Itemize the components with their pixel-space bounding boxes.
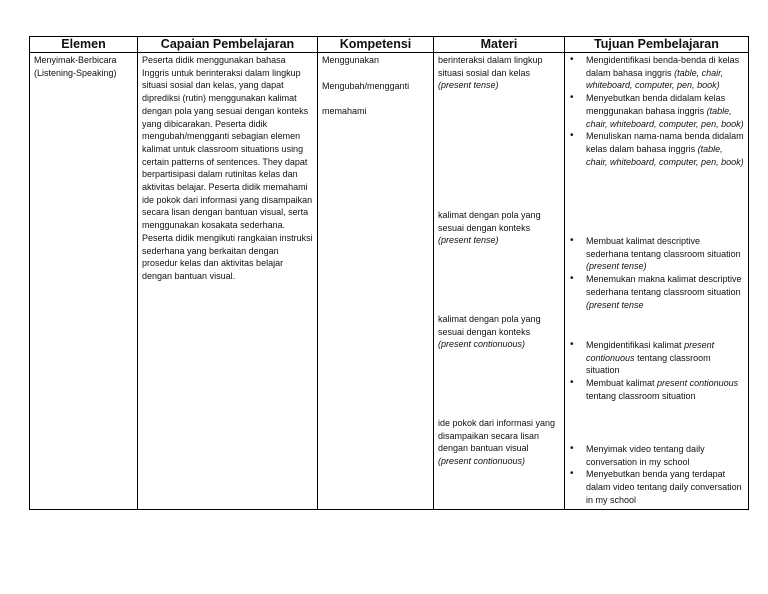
tujuan-group [569,235,744,339]
materi-block [438,313,560,417]
elemen-text: Menyimak-Berbicara (Listening-Speaking) [34,55,117,78]
materi-block [438,54,560,209]
tujuan-group [569,339,744,443]
tujuan-list [569,339,744,403]
tujuan-list [569,54,744,168]
cell-spacer [438,468,560,482]
kompetensi-item: Menggunakan [322,55,380,65]
materi-tense: (present tense) [438,235,499,246]
kompetensi-item: memahami [322,106,367,117]
table-row [30,53,749,510]
list-item: • Menuliskan nama-nama benda didalam kelas dalam bahasa inggris (table, chair, whiteboard, computer, pen, book) [569,130,744,168]
materi-text: berinteraksi dalam lingkup situasi sosial dan kelas [438,55,543,78]
list-item: • Menyebutkan benda didalam kelas menggunakan bahasa inggris (table, chair, whiteboard, computer, pen, book) [569,92,744,130]
list-item: • Mengidentifikasi benda-benda di kelas dalam bahasa inggris (table, chair, whiteboard, computer, pen, book) [569,54,744,92]
curriculum-table [29,36,749,510]
kompetensi-cell [318,53,434,510]
materi-tense: (present contionuous) [438,339,526,350]
list-item: • Mengidentifikasi kalimat present contionuous tentang classroom situation [569,339,744,377]
header-materi: Materi [434,37,565,53]
tujuan-group [569,443,744,507]
tujuan-list [569,443,744,507]
header-kompetensi: Kompetensi [318,37,434,53]
header-tujuan: Tujuan Pembelajaran [565,37,749,53]
header-capaian: Capaian Pembelajaran [138,37,318,53]
tujuan-list [569,235,744,311]
materi-block [438,209,560,313]
header-elemen: Elemen [30,37,138,53]
capaian-text: Peserta didik menggunakan bahasa Inggris untuk berinteraksi dalam lingkup situasi sosial dan kelas, yang dapat diprediksi (rutin) menggunakan kalimat dengan pola yang sesuai dengan konteks yang dibicarakan. Peserta didik mengubah/mengganti sebagian elemen kalimat untuk classroom situations using certain patterns of sentences. They dapat berpartisipasi dalam rutinitas kelas dan aktivitas belajar. Peserta didik memahami ide pokok dari informasi yang disampaikan secara lisan dengan bantuan visual, serta menggunakan kosakata sederhana. Peserta didik mengikuti rangkaian instruksi sederhana yang berkaitan dengan prosedur kelas dan aktivitas belajar dengan bantuan visual. [142,55,313,281]
materi-block [438,417,560,468]
capaian-cell [138,53,318,510]
tujuan-cell [565,53,749,510]
list-item: • Membuat kalimat descriptive sederhana tentang classroom situation (present tense) [569,235,744,273]
materi-text: ide pokok dari informasi yang disampaikan secara lisan dengan bantuan visual [438,418,556,454]
materi-text: kalimat dengan pola yang sesuai dengan konteks [438,210,541,233]
kompetensi-item: Mengubah/mengganti [322,80,410,91]
materi-tense: (present contionuous) [438,456,526,467]
materi-cell [434,53,565,510]
header-row [30,37,749,53]
list-item: • Menemukan makna kalimat descriptive sederhana tentang classroom situation (present tense [569,273,744,311]
list-item: • Membuat kalimat present contionuous tentang classroom situation [569,377,744,402]
tujuan-group [569,54,744,235]
list-item: • Menyebutkan benda yang terdapat dalam video tentang daily conversation in my school [569,468,744,506]
materi-text: kalimat dengan pola yang sesuai dengan konteks [438,314,541,337]
elemen-cell [30,53,138,510]
list-item: • Menyimak video tentang daily conversation in my school [569,443,744,468]
materi-tense: (present tense) [438,80,499,91]
